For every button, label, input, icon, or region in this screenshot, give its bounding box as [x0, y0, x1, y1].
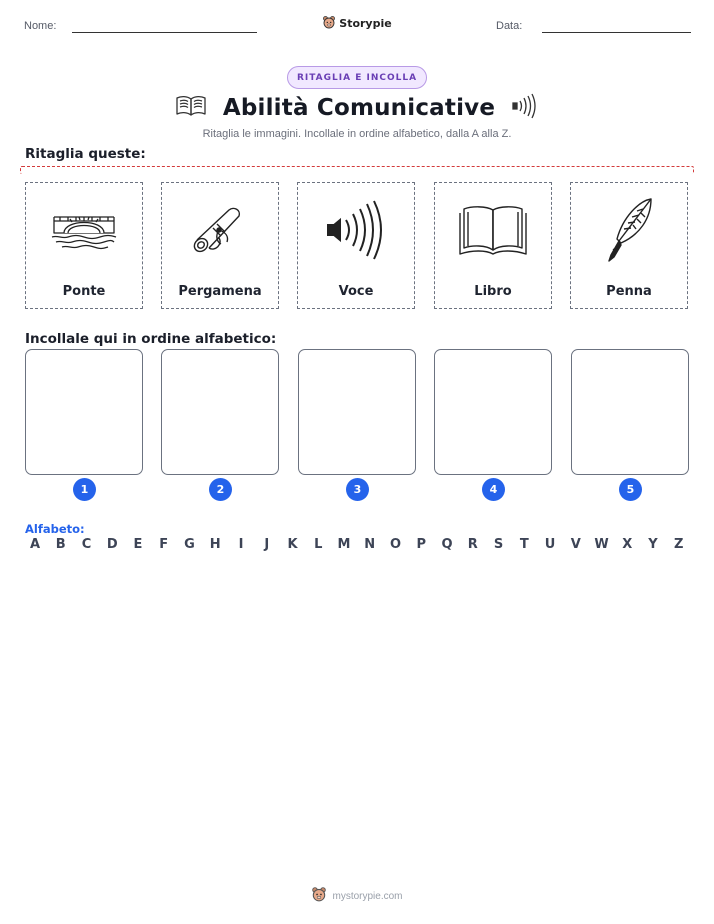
alphabet-letter: C: [81, 537, 92, 552]
bear-icon: [322, 14, 336, 33]
alphabet-letter: P: [416, 537, 427, 552]
card-label: Libro: [474, 284, 512, 299]
alphabet-letter: Z: [674, 537, 684, 552]
paste-heading: Incollale qui in ordine alfabetico:: [25, 331, 277, 347]
cut-heading: Ritaglia queste:: [25, 146, 146, 162]
footer-link[interactable]: mystorypie.com: [332, 890, 403, 902]
name-label: Nome:: [24, 20, 57, 32]
card-label: Penna: [606, 284, 652, 299]
alphabet-letter: N: [364, 537, 376, 552]
sound-waves-icon: [511, 92, 539, 124]
card-label: Pergamena: [178, 284, 262, 299]
open-book-icon: [175, 94, 207, 122]
cut-line: [20, 166, 694, 174]
alphabet-letter: D: [106, 537, 118, 552]
alphabet-heading: Alfabeto:: [25, 522, 85, 536]
alphabet-letter: F: [159, 537, 169, 552]
alphabet-letter: B: [55, 537, 66, 552]
alphabet-letter: Q: [441, 537, 453, 552]
slot-number: 5: [619, 478, 642, 501]
paste-slot[interactable]: [25, 349, 143, 475]
alphabet-letter: M: [337, 537, 351, 552]
alphabet-letter: J: [264, 537, 270, 552]
alphabet-letter: U: [544, 537, 556, 552]
scroll-icon: [162, 191, 278, 269]
card-label: Voce: [338, 284, 374, 299]
alphabet-letter: X: [622, 537, 633, 552]
cut-card[interactable]: [570, 182, 688, 309]
date-label: Data:: [496, 20, 523, 32]
alphabet-letter: Y: [648, 537, 658, 552]
alphabet-row: [25, 537, 689, 552]
bridge-icon: [26, 191, 142, 269]
alphabet-letter: G: [184, 537, 195, 552]
paste-slot[interactable]: [434, 349, 552, 475]
paste-slot[interactable]: [298, 349, 416, 475]
alphabet-letter: T: [519, 537, 529, 552]
book-icon: [435, 191, 551, 269]
alphabet-letter: S: [493, 537, 504, 552]
cut-card[interactable]: [434, 182, 552, 309]
title-row: [0, 91, 714, 125]
slot-number: 2: [209, 478, 232, 501]
footer: [0, 886, 714, 906]
alphabet-letter: E: [133, 537, 143, 552]
activity-badge: RITAGLIA E INCOLLA: [287, 66, 427, 89]
cut-card[interactable]: [297, 182, 415, 309]
card-label: Ponte: [62, 284, 106, 299]
alphabet-letter: L: [314, 537, 323, 552]
quill-pen-icon: [571, 191, 687, 269]
instructions: Ritaglia le immagini. Incollale in ordine alfabetico, dalla A alla Z.: [202, 128, 512, 140]
alphabet-letter: V: [570, 537, 581, 552]
brand-name: Storypie: [339, 17, 392, 30]
cut-card[interactable]: [161, 182, 279, 309]
alphabet-letter: K: [287, 537, 298, 552]
cut-card[interactable]: [25, 182, 143, 309]
voice-icon: [298, 191, 414, 269]
alphabet-letter: A: [29, 537, 41, 552]
alphabet-letter: R: [467, 537, 478, 552]
alphabet-letter: O: [389, 537, 402, 552]
slot-number: 3: [346, 478, 369, 501]
page-title: Abilità Comunicative: [222, 95, 496, 121]
date-line: [542, 32, 691, 33]
alphabet-letter: I: [238, 537, 244, 552]
alphabet-letter: H: [209, 537, 221, 552]
paste-slot[interactable]: [571, 349, 689, 475]
brand-logo: [0, 14, 714, 33]
slot-number: 4: [482, 478, 505, 501]
slot-number: 1: [73, 478, 96, 501]
bear-icon: [311, 886, 327, 906]
alphabet-letter: W: [594, 537, 609, 552]
paste-slot[interactable]: [161, 349, 279, 475]
